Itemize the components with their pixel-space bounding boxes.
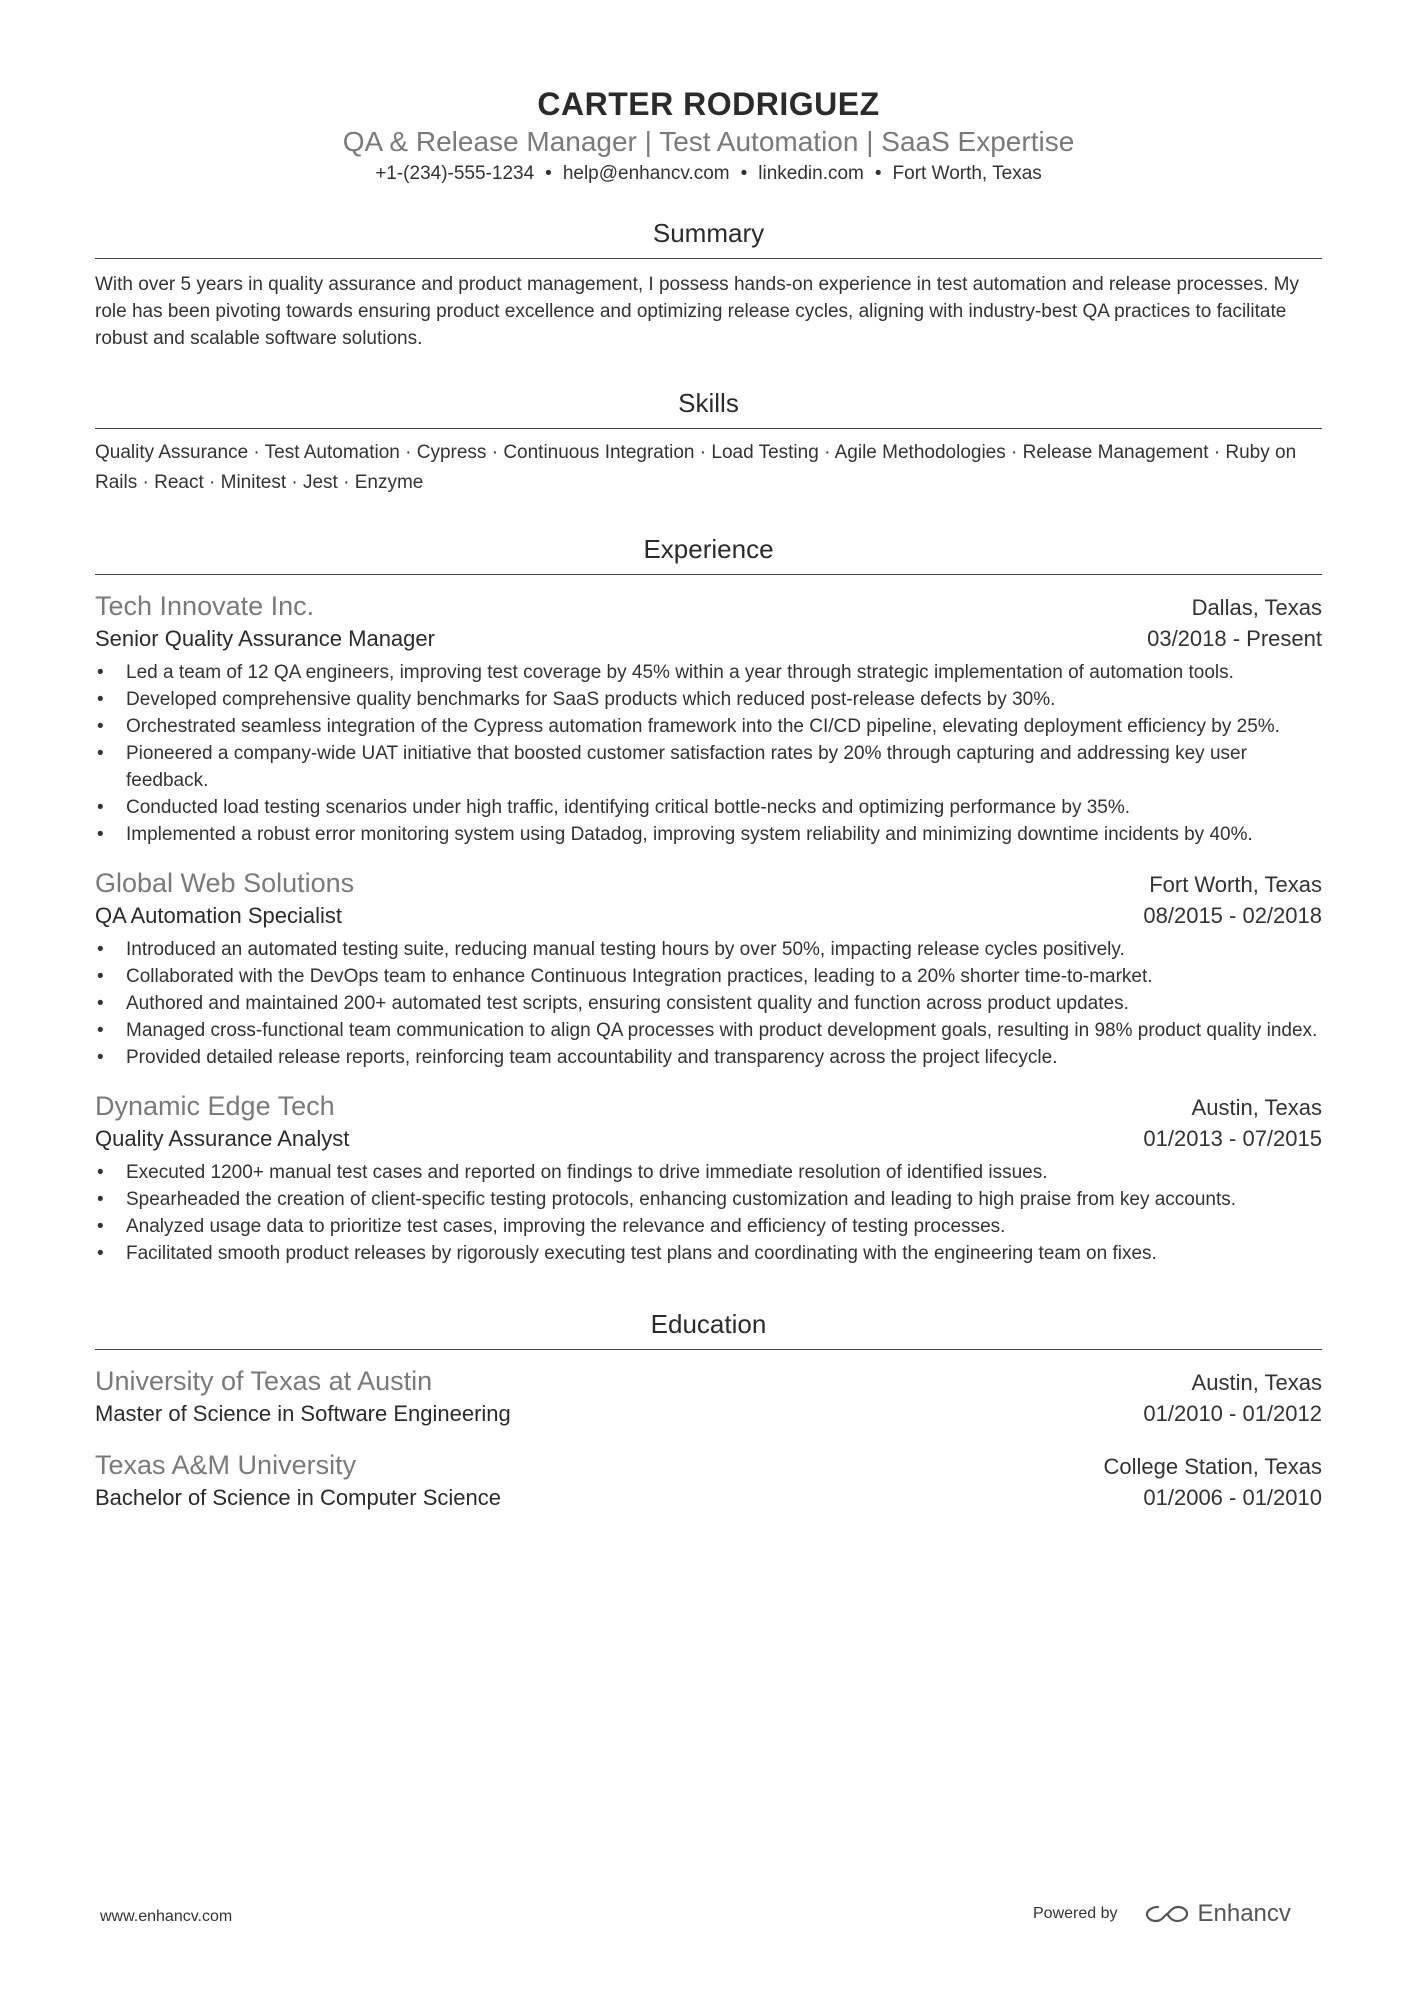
experience-entry <box>95 866 1322 1071</box>
job-role: QA Automation Specialist <box>95 903 343 928</box>
summary-section <box>95 216 1322 352</box>
job-location: Fort Worth, Texas <box>1149 872 1322 897</box>
bullet-item: • Conducted load testing scenarios under high traffic, identifying critical bottle-necks and optimizing performance by 35%. <box>126 794 1322 821</box>
brand-name: Enhancv <box>1197 1900 1291 1927</box>
education-heading: Education <box>95 1307 1322 1350</box>
job-dates: 03/2018 - Present <box>1147 626 1322 651</box>
bullet-item: • Collaborated with the DevOps team to enhance Continuous Integration practices, leading to a 20% shorter time-to-market. <box>126 963 1322 990</box>
bullet-item: • Spearheaded the creation of client-specific testing protocols, enhancing customization and leading to high praise from key accounts. <box>126 1186 1322 1213</box>
job-dates: 01/2013 - 07/2015 <box>1143 1126 1322 1151</box>
experience-entry <box>95 589 1322 848</box>
bullet-item: • Managed cross-functional team communication to align QA processes with product development goals, resulting in 98% product quality index. <box>126 1017 1322 1044</box>
bullet-item: • Authored and maintained 200+ automated test scripts, ensuring consistent quality and function across product updates. <box>126 990 1322 1017</box>
powered-by-label: Powered by <box>1033 1905 1118 1922</box>
job-bullets <box>95 936 1322 1071</box>
degree: Master of Science in Software Engineering <box>95 1401 511 1426</box>
company-name: Dynamic Edge Tech <box>95 1091 335 1121</box>
job-location: Dallas, Texas <box>1191 595 1322 620</box>
experience-entry <box>95 1089 1322 1267</box>
bullet-item: • Facilitated smooth product releases by rigorously executing test plans and coordinating with the engineering team on fixes. <box>126 1240 1322 1267</box>
bullet-item: • Executed 1200+ manual test cases and reported on findings to drive immediate resolution of identified issues. <box>126 1159 1322 1186</box>
bullet-item: • Analyzed usage data to prioritize test cases, improving the relevance and efficiency of testing processes. <box>126 1213 1322 1240</box>
summary-text: With over 5 years in quality assurance and product management, I possess hands-on experience in test automation and release processes. My role has been pivoting towards ensuring product excellence and optimizing release cycles, aligning with industry-best QA practices to facilitate robust and scalable software solutions. <box>95 274 1299 349</box>
contact-location: Fort Worth, Texas <box>892 163 1042 184</box>
school-location: College Station, Texas <box>1103 1454 1322 1479</box>
bullet-item: • Implemented a robust error monitoring system using Datadog, improving system reliability and minimizing downtime incidents by 40%. <box>126 821 1322 848</box>
separator-dot: • <box>874 163 882 184</box>
education-section <box>95 1307 1322 1514</box>
separator-dot: • <box>545 163 552 184</box>
resume-header <box>95 0 1322 186</box>
footer-website[interactable]: www.enhancv.com <box>100 1908 233 1925</box>
school-location: Austin, Texas <box>1191 1370 1322 1395</box>
job-location: Austin, Texas <box>1191 1095 1322 1120</box>
footer-branding <box>1033 1900 1291 1928</box>
skills-heading: Skills <box>95 386 1322 429</box>
job-bullets <box>95 1159 1322 1267</box>
enhancv-brand[interactable] <box>1144 1900 1291 1928</box>
job-role: Quality Assurance Analyst <box>95 1126 350 1151</box>
company-name: Global Web Solutions <box>95 868 355 898</box>
separator-dot: • <box>740 163 748 184</box>
contact-phone: +1-(234)-555-1234 <box>375 163 535 184</box>
education-entry <box>95 1448 1322 1514</box>
experience-heading: Experience <box>95 532 1322 575</box>
company-name: Tech Innovate Inc. <box>95 591 315 621</box>
job-role: Senior Quality Assurance Manager <box>95 626 435 651</box>
bullet-item: • Led a team of 12 QA engineers, improving test coverage by 45% within a year through strategic implementation of automation tools. <box>126 659 1322 686</box>
job-dates: 08/2015 - 02/2018 <box>1143 903 1322 928</box>
contact-line <box>95 162 1322 186</box>
education-entry <box>95 1364 1322 1430</box>
skills-list: Quality Assurance · Test Automation · Cypress · Continuous Integration · Load Testing · Agile Methodologies · Release Management · Ruby on Rails · React · Minitest · Jest · Enzyme <box>95 442 1297 493</box>
bullet-item: • Orchestrated seamless integration of the Cypress automation framework into the CI/CD pipeline, elevating deployment efficiency by 25%. <box>126 713 1322 740</box>
summary-heading: Summary <box>95 216 1322 259</box>
resume-page <box>95 0 1322 1514</box>
candidate-name: CARTER RODRIGUEZ <box>537 86 880 122</box>
degree: Bachelor of Science in Computer Science <box>95 1485 501 1510</box>
bullet-item: • Introduced an automated testing suite, reducing manual testing hours by over 50%, impacting release cycles positively. <box>126 936 1322 963</box>
education-dates: 01/2006 - 01/2010 <box>1143 1485 1322 1510</box>
bullet-item: • Developed comprehensive quality benchmarks for SaaS products which reduced post-release defects by 30%. <box>126 686 1322 713</box>
enhancv-logo-icon <box>1144 1902 1190 1926</box>
education-dates: 01/2010 - 01/2012 <box>1143 1401 1322 1426</box>
bullet-item: • Provided detailed release reports, reinforcing team accountability and transparency across the project lifecycle. <box>126 1044 1322 1071</box>
skills-section <box>95 386 1322 498</box>
candidate-title: QA & Release Manager | Test Automation | SaaS Expertise <box>342 126 1075 157</box>
contact-email[interactable]: help@enhancv.com <box>562 163 730 184</box>
experience-section <box>95 532 1322 1267</box>
contact-linkedin[interactable]: linkedin.com <box>758 163 864 184</box>
school-name: Texas A&M University <box>95 1450 357 1480</box>
school-name: University of Texas at Austin <box>95 1366 433 1396</box>
bullet-item: • Pioneered a company-wide UAT initiative that boosted customer satisfaction rates by 20% through capturing and addressing key user feedback. <box>126 740 1322 794</box>
job-bullets <box>95 659 1322 848</box>
